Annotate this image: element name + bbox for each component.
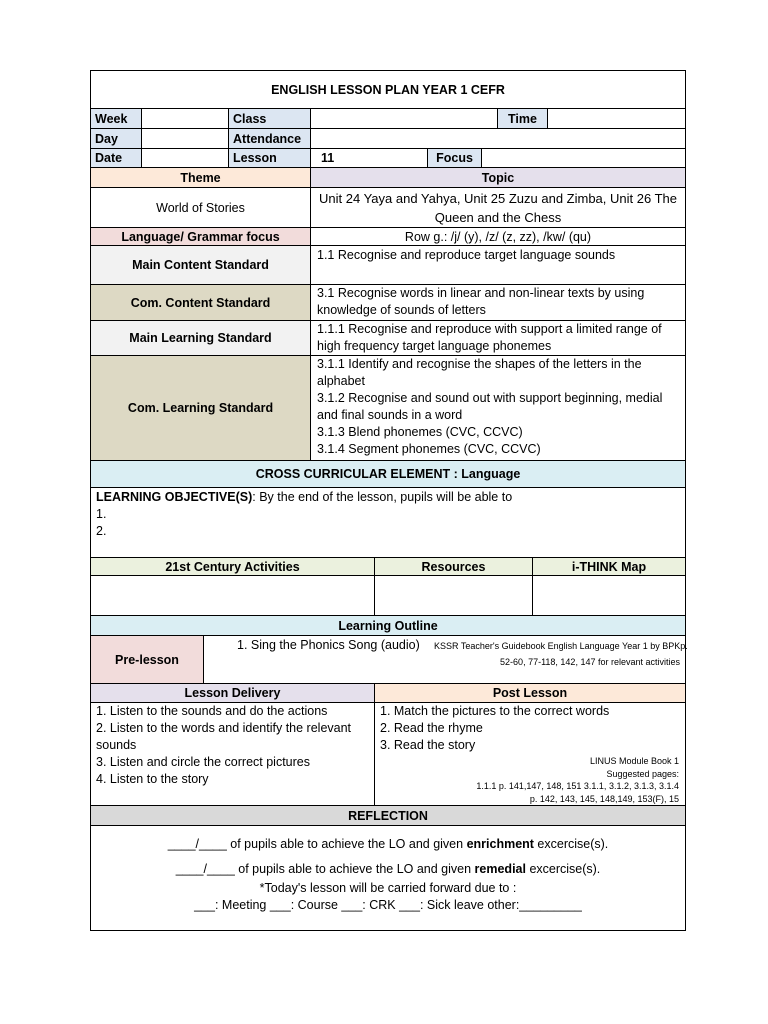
theme-topic-row (91, 188, 685, 228)
day-label: Day (91, 129, 142, 148)
focus-label: Focus (428, 149, 482, 167)
post-lesson-label: Post Lesson (375, 684, 685, 702)
focus-value[interactable] (482, 149, 685, 167)
day-row (91, 129, 685, 149)
com-content-label: Com. Content Standard (91, 285, 311, 320)
pre-lesson-ref-2: 52-60, 77-118, 142, 147 for relevant activities (500, 657, 680, 667)
lesson-label: Lesson (229, 149, 311, 167)
post-lesson-ref-line: p. 142, 143, 145, 148,149, 153(F), 15 (529, 793, 679, 804)
main-content-label: Main Content Standard (91, 246, 311, 284)
date-value[interactable] (142, 149, 229, 167)
post-lesson-ref (476, 755, 679, 805)
day-value[interactable] (142, 129, 229, 148)
cross-curricular-label: CROSS CURRICULAR ELEMENT : Language (91, 461, 685, 487)
lesson-delivery-item: 2. Listen to the words and identify the relevant sounds (96, 721, 352, 752)
ithink-map-label: i-THINK Map (533, 558, 685, 575)
grammar-value: Row g.: /j/ (y), /z/ (z, zz), /kw/ (qu) (404, 229, 592, 244)
week-row (91, 109, 685, 129)
ithink-map-value[interactable] (533, 576, 685, 615)
lesson-delivery-item: 3. Listen and circle the correct pictures (96, 755, 310, 769)
reflection-text: excercise(s). (525, 862, 601, 876)
main-content-value: 1.1 Recognise and reproduce target language sounds (317, 248, 616, 262)
pre-lesson-label: Pre-lesson (91, 636, 204, 683)
pre-lesson-item: 1. Sing the Phonics Song (audio) (237, 638, 420, 652)
theme-topic-header (91, 168, 685, 188)
com-learning-item: 3.1.2 Recognise and sound out with support beginning, medial and final sounds in a word (317, 391, 663, 422)
objective-item[interactable]: 2. (96, 524, 107, 538)
reflection-header-row (91, 806, 685, 826)
lesson-delivery-list (96, 703, 368, 788)
learning-outline-label: Learning Outline (91, 616, 685, 635)
post-lesson-item: 1. Match the pictures to the correct words (380, 704, 610, 718)
attendance-label: Attendance (229, 129, 311, 148)
topic-label: Topic (311, 168, 685, 187)
pre-lesson-row (91, 636, 688, 684)
com-content-row (91, 285, 685, 321)
time-value[interactable] (548, 109, 685, 128)
post-lesson-cell (375, 703, 685, 805)
main-learning-cell (311, 321, 685, 355)
reflection-text: ____/____ of pupils able to achieve the LO and given (175, 862, 475, 876)
objective-item[interactable]: 1. (96, 507, 107, 521)
post-lesson-list (380, 703, 680, 754)
com-learning-item: 3.1.3 Blend phonemes (CVC, CCVC) (317, 425, 523, 439)
theme-value: World of Stories (91, 188, 311, 227)
topic-value: Unit 24 Yaya and Yahya, Unit 25 Zuzu and Zimba, Unit 26 The Queen and the Chess (319, 190, 677, 225)
main-learning-value: 1.1.1 Recognise and reproduce with support a limited range of high frequency target language phonemes (317, 322, 662, 353)
reflection-body (91, 826, 685, 930)
date-label: Date (91, 149, 142, 167)
attendance-value[interactable] (311, 129, 685, 148)
delivery-post-header (91, 684, 685, 703)
objectives-row (91, 488, 685, 558)
class-value[interactable] (311, 109, 498, 128)
com-content-value: 3.1 Recognise words in linear and non-linear texts by using knowledge of sounds of letters (317, 286, 645, 317)
lesson-delivery-cell (91, 703, 375, 805)
main-content-row (91, 246, 685, 285)
page-title: ENGLISH LESSON PLAN YEAR 1 CEFR (271, 82, 505, 97)
reflection-label: REFLECTION (91, 806, 685, 825)
activities-value-row (91, 576, 685, 616)
c21-activities-value[interactable] (91, 576, 375, 615)
com-learning-label: Com. Learning Standard (91, 356, 311, 460)
reflection-text: ____/____ of pupils able to achieve the LO and given (167, 837, 467, 851)
pre-lesson-ref-1: KSSR Teacher's Guidebook English Language Year 1 by BPKp. (434, 641, 688, 651)
lesson-value: 11 (311, 149, 428, 167)
post-lesson-item: 3. Read the story (380, 738, 476, 752)
c21-activities-label: 21st Century Activities (91, 558, 375, 575)
com-learning-item: 3.1.4 Segment phonemes (CVC, CCVC) (317, 442, 541, 456)
com-learning-cell (311, 356, 685, 460)
lesson-delivery-item: 4. Listen to the story (96, 772, 209, 786)
objectives-block (96, 489, 676, 540)
reflection-line-enrichment (91, 836, 685, 853)
title-row (91, 71, 685, 109)
class-label: Class (229, 109, 311, 128)
grammar-row (91, 228, 685, 246)
objectives-label: LEARNING OBJECTIVE(S) (96, 490, 253, 504)
main-learning-row (91, 321, 685, 356)
post-lesson-ref-line: Suggested pages: (606, 768, 679, 779)
pre-lesson-cell (204, 636, 688, 683)
resources-value[interactable] (375, 576, 533, 615)
main-learning-label: Main Learning Standard (91, 321, 311, 355)
time-label: Time (498, 109, 548, 128)
lesson-delivery-item: 1. Listen to the sounds and do the actions (96, 704, 328, 718)
delivery-post-row (91, 703, 685, 806)
lesson-plan-sheet (90, 70, 686, 931)
reflection-remedial: remedial (474, 862, 526, 876)
resources-label: Resources (375, 558, 533, 575)
cross-curricular-row (91, 461, 685, 488)
main-content-cell (311, 246, 685, 284)
post-lesson-ref-line: LINUS Module Book 1 (589, 756, 679, 766)
post-lesson-ref-line: 1.1.1 p. 141,147, 148, 151 3.1.1, 3.1.2, 3.1.3, 3.1.4 (476, 781, 679, 791)
reflection-enrichment: enrichment (466, 837, 534, 851)
reflection-carried-forward: *Today's lesson will be carried forward due to : (259, 881, 517, 895)
com-content-cell (311, 285, 685, 320)
learning-outline-row (91, 616, 685, 636)
activities-header-row (91, 558, 685, 576)
reflection-text: excercise(s). (533, 837, 609, 851)
com-learning-item: 3.1.1 Identify and recognise the shapes of the letters in the alphabet (317, 357, 642, 388)
grammar-label: Language/ Grammar focus (91, 228, 311, 245)
week-value[interactable] (142, 109, 229, 128)
date-row (91, 149, 685, 168)
reflection-line-remedial (91, 861, 685, 878)
theme-label: Theme (91, 168, 311, 187)
week-label: Week (91, 109, 142, 128)
reflection-reasons: ___: Meeting ___: Course ___: CRK ___: Sick leave other:_________ (194, 898, 582, 912)
com-learning-row (91, 356, 685, 461)
lesson-delivery-label: Lesson Delivery (91, 684, 375, 702)
objectives-text: : By the end of the lesson, pupils will be able to (252, 490, 513, 504)
com-learning-list (317, 356, 677, 458)
post-lesson-item: 2. Read the rhyme (380, 721, 483, 735)
